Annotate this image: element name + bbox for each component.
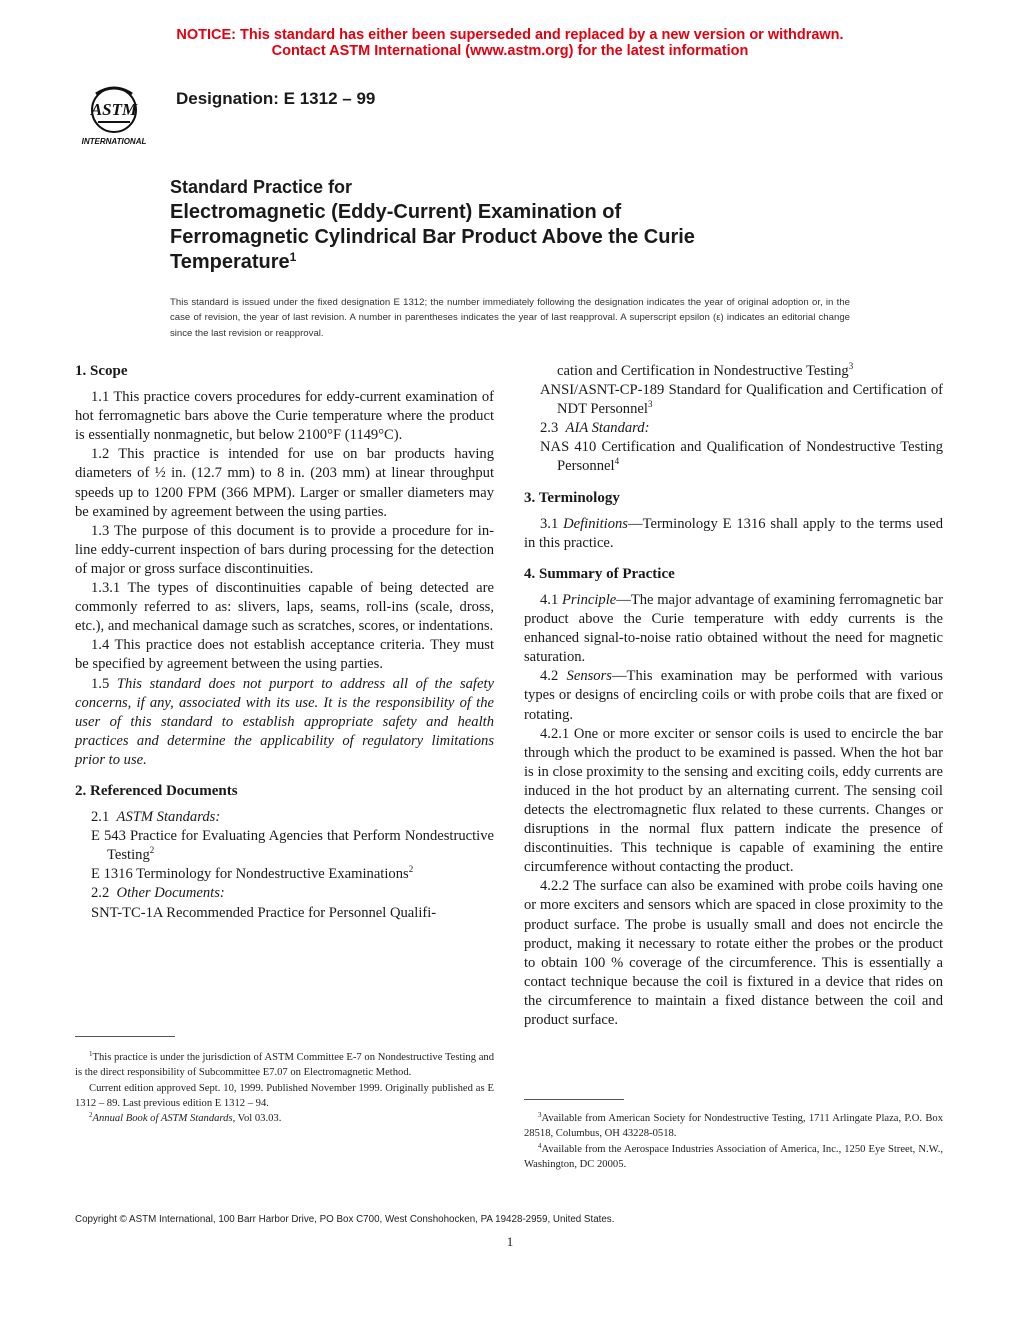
paragraph-2-2-num: 2.2 [91,885,110,902]
paragraph-2-3-num: 2.3 [540,420,559,437]
superseded-notice [0,27,1020,59]
reference-e543-text: E 543 Practice for Evaluating Agencies that Perform Nondestructive Testing [91,828,494,864]
section-heading-referenced-documents: 2. Referenced Documents [75,782,238,799]
footnote-divider-left [75,1036,175,1037]
reference-e1316-text: E 1316 Terminology for Nondestructive Examinations [91,866,409,883]
footnote-2-mark: 2 [89,1111,93,1120]
reference-snt-tc-1a: SNT-TC-1A Recommended Practice for Personnel Qualifi- [91,904,437,921]
reference-e1316 [75,865,494,884]
section-heading-terminology: 3. Terminology [524,489,620,506]
footnote-4 [524,1142,943,1173]
designation: Designation: E 1312 – 99 [176,89,376,108]
logo-subtitle: INTERNATIONAL [81,137,147,146]
footnotes-left [75,1050,494,1126]
title-footnote-mark: 1 [289,250,297,264]
notice-line-2: Contact ASTM International (www.astm.org) for the latest information [271,43,749,59]
paragraph-1-5-num: 1.5 [91,675,110,692]
paragraph-3-1-text: —Terminology E 1316 shall apply to the terms used in this practice. [524,515,943,551]
footnote-divider-right [524,1099,624,1100]
reference-ansi-asnt-cp-189 [524,381,943,419]
footnote-1 [75,1050,494,1081]
reference-nas-text: NAS 410 Certification and Qualification of Nondestructive Testing Personnel [540,439,943,475]
paragraph-4-2-num: 4.2 [540,668,559,685]
paragraph-2-1-num: 2.1 [91,809,110,826]
paragraph-4-2-text: —This examination may be performed with various types or designs of encircling coils or with probe coils that are fixed or rotating. [524,668,943,723]
footnote-2 [75,1111,494,1126]
reference-ansi-text: ANSI/ASNT-CP-189 Standard for Qualification and Certification of NDT Personnel [540,382,943,418]
section-heading-scope: 1. Scope [75,363,128,379]
paragraph-1-2: 1.2 This practice is intended for use on bar products having diameters of ½ in. (12.7 mm) to 8 in. (203 mm) at linear throughput speeds up to 1200 FPM (366 MPM). Larger or smaller diameters may be examined by agreement between the using parties. [75,446,494,520]
footnote-1-edition: Current edition approved Sept. 10, 1999. Published November 1999. Originally published as E 1312 – 89. Last previous edition E 1312 – 94. [75,1082,494,1109]
astm-logo [66,80,162,148]
paragraph-2-1 [75,808,494,827]
paragraph-4-1-text: —The major advantage of examining ferromagnetic bar product above the Curie temperature with eddy currents is the enhanced signal-to-noise ratio obtained without the need for magnetic saturation. [524,591,943,666]
paragraph-4-1-term: Principle [561,591,617,608]
paragraph-3-1-num: 3.1 [540,515,559,532]
preamble: This standard is issued under the fixed designation E 1312; the number immediately following the designation indicates the year of original adoption or, in the case of revision, the year of last revision. A number in parentheses indicates the year of last reapproval. A superscript epsilon (ε) indicates an editorial change since the last revision or reapproval. [170,297,850,339]
footnote-2-title: Annual Book of ASTM Standards [92,1113,233,1125]
paragraph-2-1-label: ASTM Standards: [116,809,221,826]
paragraph-4-2-2: 4.2.2 The surface can also be examined with probe coils having one or more exciters and sensors which are spaced in close proximity to the product surface. The probe is usually small and does not encircle the product, making it necessary to rotate either the probes or the product to obtain 100 % coverage of the circumference. This is essentially a contact technique because the coil is fixtured in a device that rides on the circumference to maintain a fixed distance between the coil and product surface. [524,878,943,1028]
section-heading-summary-of-practice: 4. Summary of Practice [524,565,675,582]
paragraph-3-1 [524,515,943,553]
paragraph-3-1-term: Definitions [563,515,628,532]
reference-nas-sup: 4 [614,456,620,467]
right-column [524,362,943,1030]
paragraph-4-1 [524,591,943,667]
reference-snt-continued [524,362,943,381]
copyright-notice: Copyright © ASTM International, 100 Barr Harbor Drive, PO Box C700, West Conshohocken, PA 19428-2959, United States. [75,1214,615,1225]
reference-nas-410 [524,438,943,476]
reference-e1316-sup: 2 [408,864,414,875]
notice-line-1: NOTICE: This standard has either been superseded and replaced by a new version or withdrawn. [176,27,844,43]
title-line-4 [170,250,890,275]
footnote-1-mark: 1 [89,1050,93,1058]
title-line-2: Electromagnetic (Eddy-Current) Examination of [170,201,622,223]
reference-ansi-sup: 3 [647,399,653,410]
paragraph-4-2-1: 4.2.1 One or more exciter or sensor coils is used to encircle the bar through which the product to be examined is passed. When the hot bar is in close proximity to the sensing and exciting coils, eddy currents are induced in the hot product by an alternating current. The sensing coil detects the electromagnetic flux related to these currents. Changes or disruptions in the normal flux pattern indicate the presence of discontinuities. This technique is capable of examining the entire circumference without contacting the product. [524,725,943,876]
paragraph-1-5 [75,675,494,770]
reference-e543 [75,827,494,865]
footnote-1-text: This practice is under the jurisdiction of ASTM Committee E-7 on Nondestructive Testing and is the direct responsibility of Subcommittee E7.07 on Electromagnetic Method. [75,1052,494,1079]
reference-e543-sup: 2 [149,845,155,856]
paragraph-1-1: 1.1 This practice covers procedures for eddy-current examination of hot ferromagnetic bars above the Curie temperature where the product is essentially nonmagnetic, but below 2100°F (1149°C). [75,389,494,444]
paragraph-1-3: 1.3 The purpose of this document is to provide a procedure for in-line eddy-current inspection of bars during processing for the detection of major or gross surface discontinuities. [75,522,494,577]
footnotes-right [524,1111,943,1172]
paragraph-2-2-label: Other Documents: [116,885,225,902]
footnote-3-mark: 3 [538,1111,542,1119]
footnote-3 [524,1111,943,1142]
paragraph-1-3-1: 1.3.1 The types of discontinuities capable of being detected are commonly referred to as: slivers, laps, seams, roll-ins (scale, dross, etc.), and mechanical damage such as scratches, scores, or indentations. [75,580,494,635]
paragraph-1-5-text: This standard does not purport to address all of the safety concerns, if any, associated with its use. It is the responsibility of the user of this standard to establish appropriate safety and health practices and determine the applicability of regulatory limitations prior to use. [75,675,494,768]
page-number: 1 [506,1234,514,1249]
logo-lettering: ASTM [90,100,138,119]
footnote-2-rest: , Vol 03.03. [232,1113,282,1125]
paragraph-2-3-label: AIA Standard: [565,420,650,437]
footnote-4-mark: 4 [538,1141,542,1150]
paragraph-1-4: 1.4 This practice does not establish acceptance criteria. They must be specified by agreement between the using parties. [75,637,494,673]
document-title [170,175,890,275]
paragraph-2-3 [524,419,943,438]
paragraph-2-2 [75,884,494,903]
reference-snt-continued-text: cation and Certification in Nondestructive Testing [557,363,849,379]
paragraph-4-2 [524,667,943,724]
paragraph-4-1-num: 4.1 [540,591,559,608]
paragraph-4-2-term: Sensors [566,668,612,685]
footnote-4-text: Available from the Aerospace Industries Association of America, Inc., 1250 Eye Street, N.W., Washington, DC 20005. [524,1143,943,1170]
footnote-3-text: Available from American Society for Nondestructive Testing, 1711 Arlingate Plaza, P.O. Box 28518, Columbus, OH 43228-0518. [524,1113,943,1140]
reference-snt-sup: 3 [848,361,854,371]
title-line-3: Ferromagnetic Cylindrical Bar Product Above the Curie [170,226,695,248]
left-column [75,362,494,923]
title-line-1: Standard Practice for [170,177,353,197]
title-line-4-text: Temperature [170,251,290,273]
